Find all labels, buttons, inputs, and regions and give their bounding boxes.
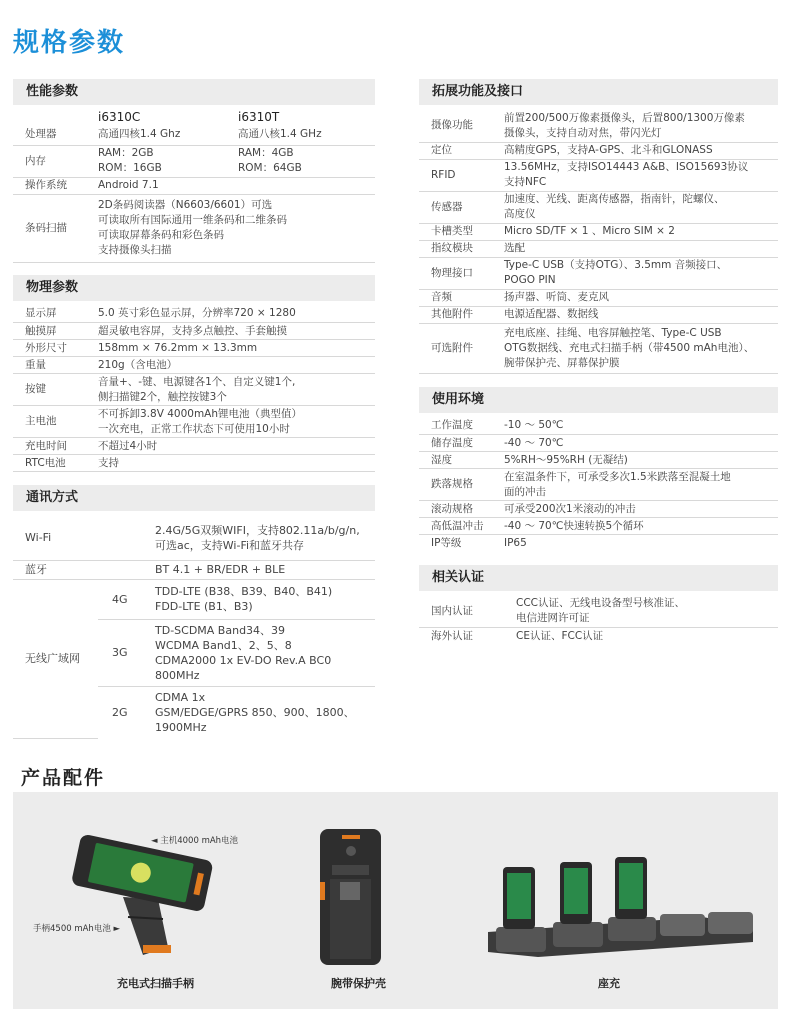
table-row: 蓝牙 BT 4.1 + BR/EDR + BLE [13,560,375,579]
section-extensions [419,79,778,374]
section-performance [13,79,375,263]
table-row: Wi-Fi 2.4G/5G双频WIFI，支持802.11a/b/g/n, 可选ac，支持Wi-Fi和蓝牙共存 [13,516,375,560]
physical-table [13,306,375,473]
table-row: IP等级 IP65 [431,536,527,549]
wristband-case-image [318,827,383,967]
table-row: 跌落规格 在室温条件下，可承受多次1.5米跌落至混凝土地 面的冲击 [419,469,778,501]
table-row: 国内认证 CCC认证、无线电设备型号核准证、 电信进网许可证 [419,596,778,628]
table-row: 高低温冲击 -40 ～ 70℃快速转换5个循环 [419,518,778,535]
table-row: 重量 210g（含电池） [13,357,375,374]
right-column [419,79,778,645]
charging-cradle-image [488,857,758,967]
table-row: 条码扫描 2D条码阅读器（N6603/6601）可选 可读取所有国际通用一维条码和二维条码 可读取屏幕条码和彩色条码 支持摄像头扫描 [13,194,375,262]
table-row: 充电时间 不超过4小时 [13,438,375,455]
accessory-caption: 充电式扫描手柄 [117,977,194,990]
section-physical [13,275,375,473]
model-header-row [13,110,375,125]
environment-table [419,418,778,552]
scanner-grip-image [68,827,228,957]
section-header: 物理参数 [13,275,375,301]
performance-table [13,110,375,263]
section-communication [13,485,375,739]
section-environment [419,387,778,552]
main-battery-label: ◄ 主机4000 mAh电池 [151,836,239,846]
section-header: 相关认证 [419,565,778,591]
section-header: 使用环境 [419,387,778,413]
table-row: 储存温度 -40 ～ 70℃ [419,435,778,452]
table-row: RTC电池 支持 [13,455,375,472]
table-row: 无线广域网 4G TDD-LTE (B38、B39、B40、B41) FDD-LTE (B1、B3) [13,579,375,619]
table-row: 触摸屏 超灵敏电容屏，支持多点触控、手套触摸 [13,323,375,340]
table-row: 滚动规格 可承受200次1米滚动的冲击 [419,501,778,518]
section-header: 性能参数 [13,79,375,105]
table-row: 湿度 5%RH～95%RH (无凝结) [419,452,778,469]
table-row: 显示屏 5.0 英寸彩色显示屏，分辨率720 × 1280 [13,306,375,323]
table-row: 内存 RAM：2GB ROM：16GB RAM：4GB ROM：64GB [13,145,375,177]
accessories-title: 产品配件 [21,767,106,789]
section-certification [419,565,778,645]
extensions-table [419,110,778,374]
table-row: 其他附件 电源适配器、数据线 [419,306,778,323]
table-row: 可选附件 充电底座、挂绳、电容屏触控笔、Type-C USB OTG数据线、充电式扫描手柄（带4500 mAh电池）、 腕带保护壳、屏幕保护膜 [419,323,778,373]
model-name: i6310T [238,110,280,124]
table-row: 工作温度 -10 ～ 50℃ [419,418,778,435]
page-title: 规格参数 [13,28,126,58]
table-row: 外形尺寸 158mm × 76.2mm × 13.3mm [13,340,375,357]
accessories-panel [13,792,778,1009]
accessory-caption: 腕带保护壳 [331,977,386,990]
table-row: 卡槽类型 Micro SD/TF × 1 、Micro SIM × 2 [419,223,778,240]
table-row: 传感器 加速度、光线、距离传感器，指南针，陀螺仪、 高度仪 [419,191,778,223]
table-row: 海外认证 CE认证、FCC认证 [431,629,604,642]
section-header: 拓展功能及接口 [419,79,778,105]
certification-table [419,596,778,645]
section-header: 通讯方式 [13,485,375,511]
table-row: 操作系统 Android 7.1 [13,177,375,194]
table-row: 指纹模块 选配 [419,240,778,257]
table-row: 处理器 高通四核1.4 Ghz 高通八核1.4 GHz [13,125,375,145]
left-column [13,79,375,739]
table-row: RFID 13.56MHz，支持ISO14443 A&B、ISO15693协议 支持NFC [419,159,778,191]
table-row: 定位 高精度GPS，支持A-GPS、北斗和GLONASS [419,142,778,159]
table-row: 音频 扬声器、听筒、麦克风 [419,289,778,306]
grip-battery-label: 手柄4500 mAh电池 ► [33,924,121,934]
model-name: i6310C [98,110,141,124]
accessory-caption: 座充 [598,977,620,990]
table-row: 3G TD-SCDMA Band34、39 WCDMA Band1、2、5、8 CDMA2000 1x EV-DO Rev.A BC0 800MHz [13,619,375,686]
table-row: 按键 音量+、-键、电源键各1个、自定义键1个, 侧扫描键2个，触控按键3个 [13,374,375,406]
table-row: 物理接口 Type-C USB（支持OTG）、3.5mm 音频接口、 POGO PIN [419,257,778,289]
table-row: 2G CDMA 1x GSM/EDGE/GPRS 850、900、1800、 1900MHz [112,690,355,734]
table-row: 摄像功能 前置200/500万像素摄像头，后置800/1300万像素 摄像头，支持自动对焦，带闪光灯 [419,110,778,142]
communication-table [13,516,375,739]
table-row: 主电池 不可拆卸3.8V 4000mAh锂电池（典型值） 一次充电，正常工作状态下可使用10小时 [13,406,375,438]
